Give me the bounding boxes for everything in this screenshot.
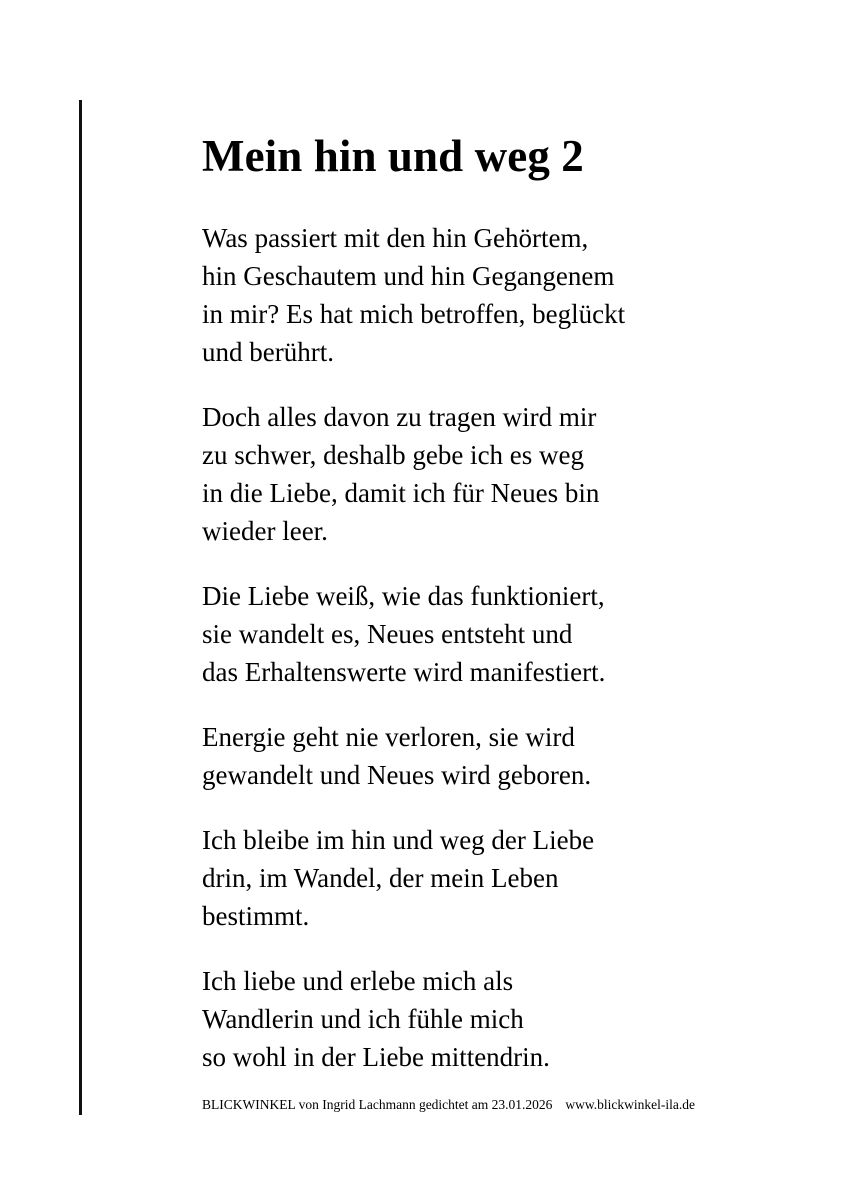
poem-line: wieder leer. (202, 516, 328, 546)
poem-stanza (202, 962, 802, 1076)
poem-line: zu schwer, deshalb gebe ich es weg (202, 440, 585, 470)
page-title: Mein hin und weg 2 (202, 131, 584, 182)
poem-stanza (202, 577, 802, 691)
poem-line: Ich bleibe im hin und weg der Liebe (202, 825, 595, 855)
poem-line: Die Liebe weiß, wie das funktioniert, (202, 581, 605, 611)
poem-stanza-list (202, 219, 802, 1076)
poem-line: in die Liebe, damit ich für Neues bin (202, 478, 600, 508)
poem-line: Energie geht nie verloren, sie wird (202, 722, 575, 752)
footer-attribution (202, 1096, 695, 1114)
poem-line: in mir? Es hat mich betroffen, beglückt (202, 299, 626, 329)
poem-line: bestimmt. (202, 901, 310, 931)
poem-stanza (202, 821, 802, 935)
poem-line: sie wandelt es, Neues entsteht und (202, 619, 573, 649)
poem-line: Ich liebe und erlebe mich als (202, 966, 514, 996)
footer-website-link[interactable]: www.blickwinkel-ila.de (565, 1097, 696, 1112)
poem-stanza (202, 398, 802, 550)
poem-line: so wohl in der Liebe mittendrin. (202, 1042, 550, 1072)
poem-line: Was passiert mit den hin Gehörtem, (202, 223, 589, 253)
poem-line: und berührt. (202, 337, 334, 367)
poem-line: das Erhaltenswerte wird manifestiert. (202, 657, 606, 687)
poem-stanza (202, 219, 802, 371)
poem-line: drin, im Wandel, der mein Leben (202, 863, 559, 893)
poem-line: Doch alles davon zu tragen wird mir (202, 402, 597, 432)
poem-line: Wandlerin und ich fühle mich (202, 1004, 524, 1034)
poem-stanza (202, 718, 802, 794)
poem-line: hin Geschautem und hin Gegangenem (202, 261, 615, 291)
poem-line: gewandelt und Neues wird geboren. (202, 760, 592, 790)
left-vertical-rule (79, 100, 82, 1115)
footer-credit-text: BLICKWINKEL von Ingrid Lachmann gedichtet am 23.01.2026 (202, 1097, 553, 1112)
